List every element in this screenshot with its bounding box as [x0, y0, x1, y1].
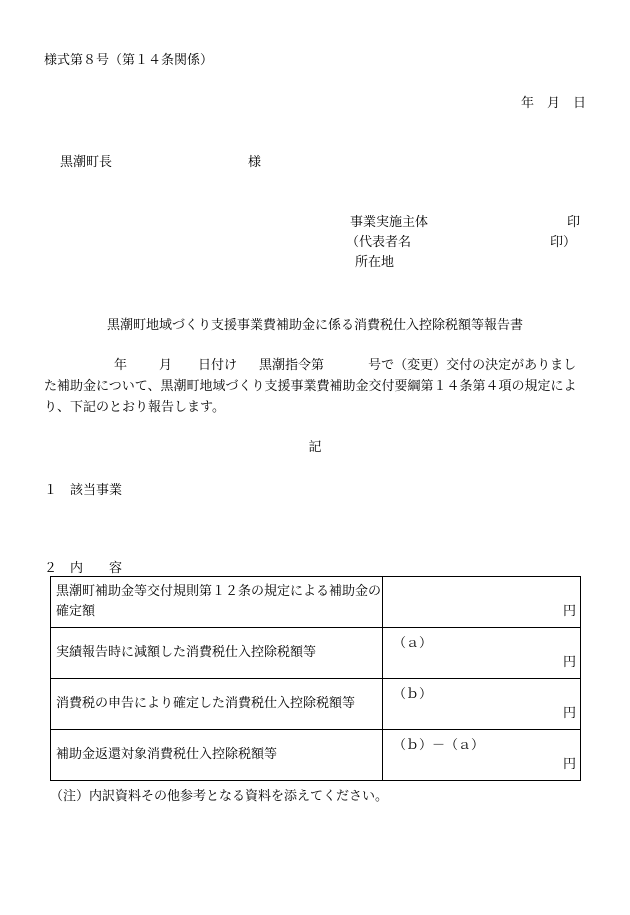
- body-rest: た補助金について、黒潮町地域づくり支援事業費補助金交付要綱第１４条第４項の規定により、下記のとおり報告します。: [44, 379, 577, 415]
- representative-label: （代表者名: [346, 235, 412, 250]
- body-month: 月: [159, 358, 173, 373]
- entity-seal: 印: [567, 215, 581, 230]
- document-title: 黒潮町地域づくり支援事業費補助金に係る消費税仕入控除税額等報告書: [106, 318, 523, 333]
- row-tag: （ａ）: [393, 636, 433, 651]
- body-number-suffix: 号で（変更）交付の決定がありまし: [368, 358, 577, 373]
- address-label: 所在地: [355, 255, 395, 270]
- section-1-heading: １ 該当事業: [44, 483, 123, 498]
- yen-unit: 円: [562, 757, 576, 772]
- body-year: 年: [114, 358, 128, 373]
- yen-unit: 円: [562, 706, 576, 721]
- ki-heading: 記: [308, 440, 322, 455]
- row-label: 消費税の申告により確定した消費税仕入控除税額等: [51, 679, 383, 730]
- row-value-cell: [383, 628, 581, 679]
- entity-label: 事業実施主体: [350, 215, 429, 230]
- body-day: 日付け: [198, 358, 238, 373]
- addressee-name: 黒潮町長: [60, 155, 113, 170]
- yen-unit: 円: [562, 604, 576, 619]
- table-row: [51, 679, 581, 730]
- table-row: [51, 730, 581, 781]
- addressee-honorific: 様: [248, 155, 262, 170]
- content-table: [50, 576, 581, 781]
- row-value-cell: [383, 679, 581, 730]
- row-label: 黒潮町補助金等交付規則第１２条の規定による補助金の確定額: [51, 577, 383, 628]
- body-paragraph: [44, 355, 589, 418]
- row-tag: （ｂ）－（ａ）: [393, 738, 485, 753]
- yen-unit: 円: [562, 655, 576, 670]
- row-label: 実績報告時に減額した消費税仕入控除税額等: [51, 628, 383, 679]
- row-tag: （ｂ）: [393, 687, 433, 702]
- table-row: [51, 577, 581, 628]
- table-row: [51, 628, 581, 679]
- form-number: 様式第８号（第１４条関係）: [44, 53, 214, 68]
- body-directive: 黒潮指令第: [259, 358, 325, 373]
- row-value-cell: [383, 577, 581, 628]
- section-2-heading: ２ 内 容: [44, 561, 123, 576]
- row-value-cell: [383, 730, 581, 781]
- date-line: 年 月 日: [520, 96, 586, 111]
- row-label: 補助金返還対象消費税仕入控除税額等: [51, 730, 383, 781]
- note-text: （注）内訳資料その他参考となる資料を添えてください。: [50, 789, 389, 804]
- representative-seal: 印）: [550, 235, 577, 250]
